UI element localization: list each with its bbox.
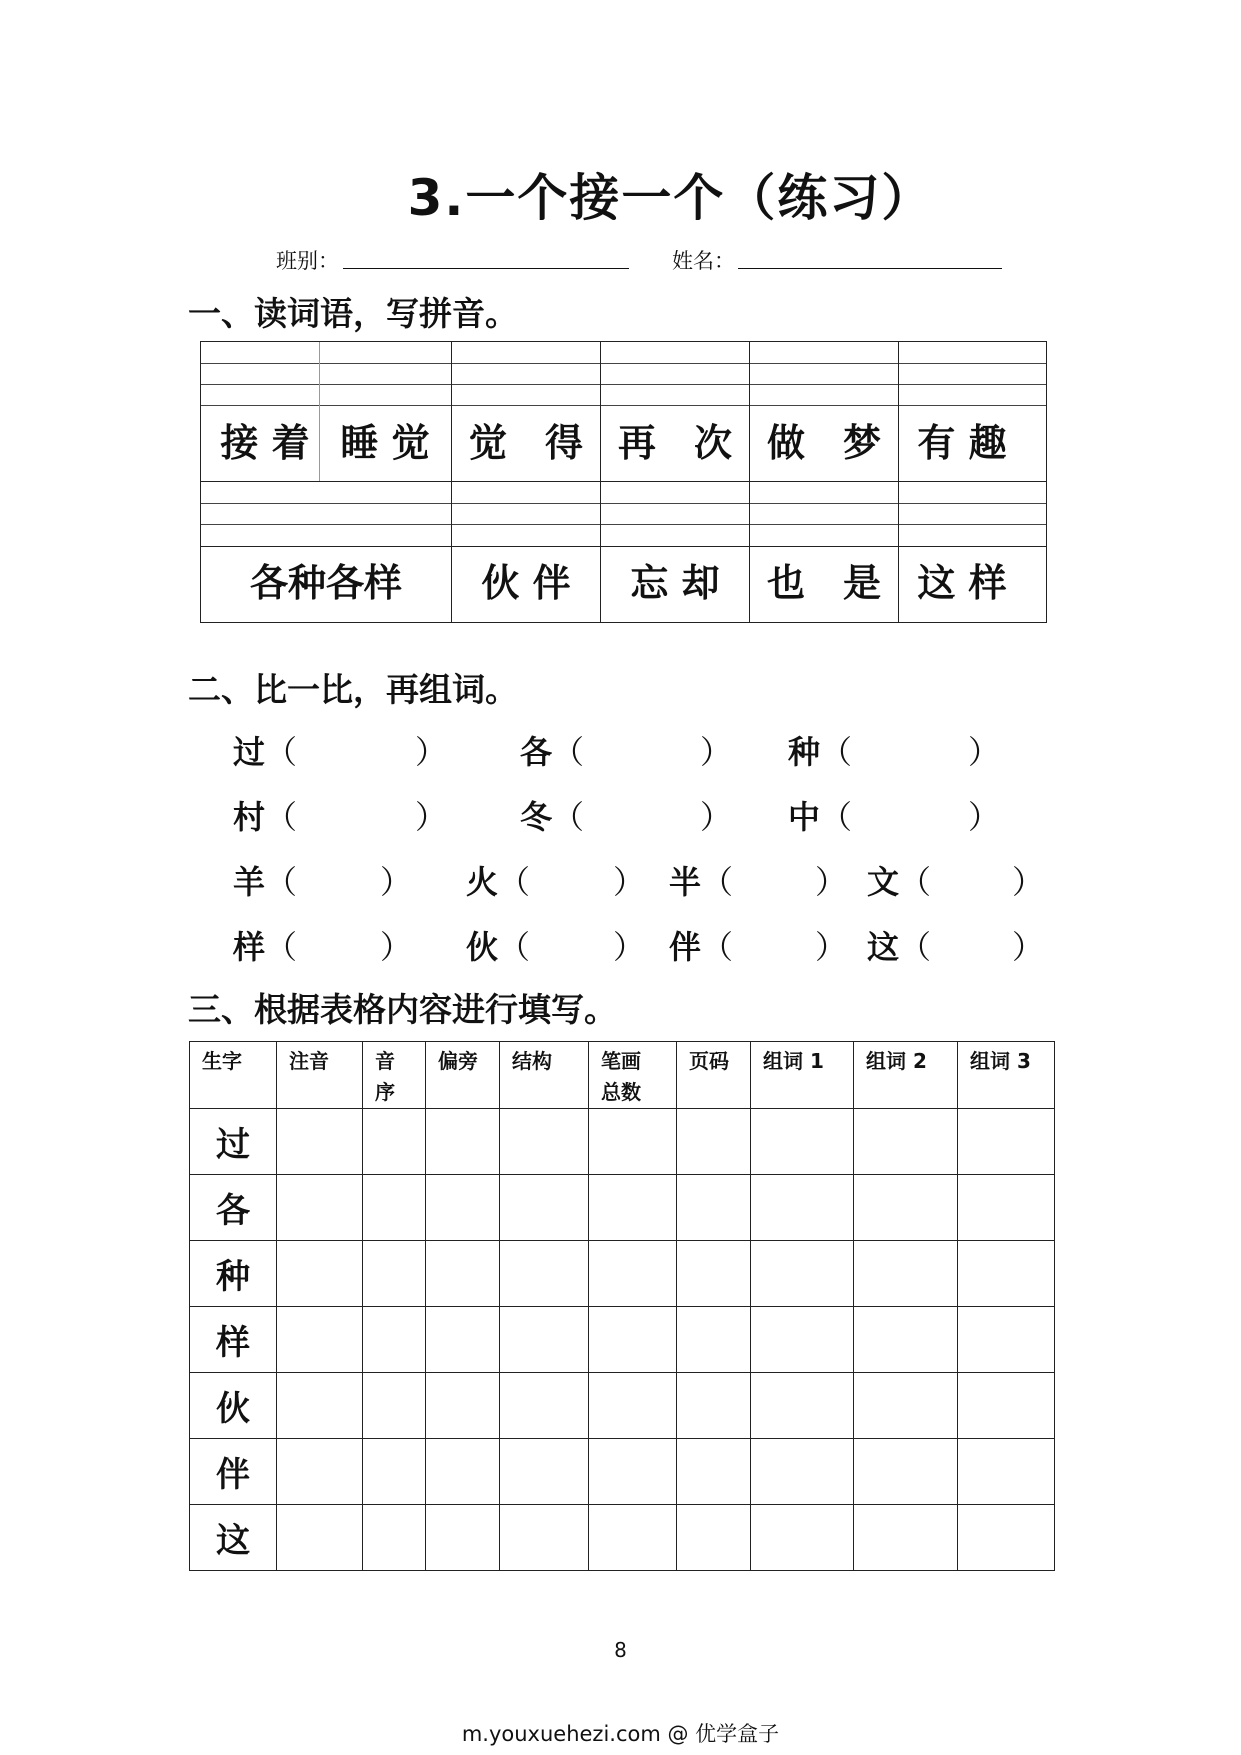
blank-cell[interactable] bbox=[363, 1241, 426, 1307]
char-cell: 过 bbox=[190, 1109, 277, 1175]
blank-cell[interactable] bbox=[426, 1307, 500, 1373]
table-header: 音 序 bbox=[363, 1042, 426, 1109]
blank-cell[interactable] bbox=[363, 1175, 426, 1241]
table-header: 偏旁 bbox=[426, 1042, 500, 1109]
section1-heading: 一、读词语，写拼音。 bbox=[188, 294, 518, 333]
blank-cell[interactable] bbox=[500, 1505, 589, 1571]
blank-cell[interactable] bbox=[854, 1505, 958, 1571]
blank-cell[interactable] bbox=[589, 1505, 677, 1571]
close-paren: ） bbox=[380, 863, 413, 901]
close-paren: ） bbox=[613, 928, 646, 966]
blank-cell[interactable] bbox=[277, 1241, 363, 1307]
blank-cell[interactable] bbox=[854, 1241, 958, 1307]
table-header: 结构 bbox=[500, 1042, 589, 1109]
char-cell: 种 bbox=[190, 1241, 277, 1307]
blank-cell[interactable] bbox=[500, 1241, 589, 1307]
character-table bbox=[189, 1041, 1055, 1571]
table-header: 组词 3 bbox=[958, 1042, 1055, 1109]
blank-cell[interactable] bbox=[751, 1373, 854, 1439]
blank-cell[interactable] bbox=[854, 1307, 958, 1373]
close-paren: ） bbox=[968, 798, 1001, 836]
blank-cell[interactable] bbox=[363, 1373, 426, 1439]
word-cell: 做 梦 bbox=[766, 421, 881, 465]
name-label: 姓名： bbox=[672, 249, 735, 273]
compare-item[interactable]: 文（ bbox=[867, 863, 932, 901]
blank-cell[interactable] bbox=[751, 1307, 854, 1373]
blank-cell[interactable] bbox=[500, 1175, 589, 1241]
blank-cell[interactable] bbox=[426, 1505, 500, 1571]
blank-cell[interactable] bbox=[677, 1505, 751, 1571]
blank-cell[interactable] bbox=[589, 1307, 677, 1373]
char-cell: 各 bbox=[190, 1175, 277, 1241]
word-cell: 有 趣 bbox=[917, 421, 1007, 465]
compare-item[interactable]: 种（ bbox=[788, 733, 853, 771]
blank-cell[interactable] bbox=[363, 1109, 426, 1175]
table-header: 组词 2 bbox=[854, 1042, 958, 1109]
compare-item[interactable]: 过（ bbox=[233, 733, 298, 771]
blank-cell[interactable] bbox=[958, 1241, 1055, 1307]
word-cell: 伙 伴 bbox=[481, 561, 571, 605]
blank-cell[interactable] bbox=[277, 1505, 363, 1571]
compare-item[interactable]: 冬（ bbox=[520, 798, 585, 836]
blank-cell[interactable] bbox=[958, 1175, 1055, 1241]
footer-text: m.youxuehezi.com @ 优学盒子 bbox=[461, 1722, 780, 1746]
blank-cell[interactable] bbox=[589, 1241, 677, 1307]
blank-cell[interactable] bbox=[677, 1109, 751, 1175]
table-header: 注音 bbox=[277, 1042, 363, 1109]
char-cell: 伴 bbox=[190, 1439, 277, 1505]
blank-cell[interactable] bbox=[751, 1175, 854, 1241]
blank-cell[interactable] bbox=[589, 1439, 677, 1505]
blank-cell[interactable] bbox=[677, 1241, 751, 1307]
blank-cell[interactable] bbox=[958, 1307, 1055, 1373]
table-row bbox=[190, 1439, 1055, 1505]
blank-cell[interactable] bbox=[277, 1307, 363, 1373]
blank-cell[interactable] bbox=[500, 1109, 589, 1175]
blank-cell[interactable] bbox=[854, 1439, 958, 1505]
word-cell: 忘 却 bbox=[630, 561, 720, 605]
close-paren: ） bbox=[700, 733, 733, 771]
blank-cell[interactable] bbox=[958, 1109, 1055, 1175]
blank-cell[interactable] bbox=[854, 1373, 958, 1439]
compare-item[interactable]: 各（ bbox=[520, 733, 585, 771]
char-cell: 这 bbox=[190, 1505, 277, 1571]
section2-heading: 二、比一比，再组词。 bbox=[188, 670, 518, 709]
blank-cell[interactable] bbox=[958, 1373, 1055, 1439]
table-header: 生字 bbox=[190, 1042, 277, 1109]
close-paren: ） bbox=[415, 798, 448, 836]
blank-cell[interactable] bbox=[426, 1175, 500, 1241]
blank-cell[interactable] bbox=[677, 1439, 751, 1505]
table-header-row bbox=[190, 1042, 1055, 1109]
word-cell: 这 样 bbox=[917, 561, 1007, 605]
class-field[interactable] bbox=[343, 268, 629, 269]
blank-cell[interactable] bbox=[751, 1109, 854, 1175]
table-row bbox=[190, 1373, 1055, 1439]
close-paren: ） bbox=[815, 928, 848, 966]
table-header: 组词 1 bbox=[751, 1042, 854, 1109]
blank-cell[interactable] bbox=[677, 1373, 751, 1439]
blank-cell[interactable] bbox=[277, 1439, 363, 1505]
char-cell: 样 bbox=[190, 1307, 277, 1373]
blank-cell[interactable] bbox=[958, 1505, 1055, 1571]
close-paren: ） bbox=[415, 733, 448, 771]
table-header: 页码 bbox=[677, 1042, 751, 1109]
compare-item[interactable]: 样（ bbox=[233, 928, 298, 966]
blank-cell[interactable] bbox=[426, 1373, 500, 1439]
table-header: 笔画 总数 bbox=[589, 1042, 677, 1109]
blank-cell[interactable] bbox=[589, 1175, 677, 1241]
blank-cell[interactable] bbox=[426, 1109, 500, 1175]
blank-cell[interactable] bbox=[677, 1175, 751, 1241]
blank-cell[interactable] bbox=[363, 1439, 426, 1505]
section3-heading: 三、根据表格内容进行填写。 bbox=[188, 990, 617, 1029]
blank-cell[interactable] bbox=[426, 1241, 500, 1307]
compare-item[interactable]: 火（ bbox=[466, 863, 531, 901]
blank-cell[interactable] bbox=[854, 1109, 958, 1175]
close-paren: ） bbox=[968, 733, 1001, 771]
table-row bbox=[190, 1109, 1055, 1175]
page-title: 3.一个接一个（练习） bbox=[407, 169, 934, 227]
table-row bbox=[190, 1505, 1055, 1571]
close-paren: ） bbox=[1012, 863, 1045, 901]
word-cell: 睡 觉 bbox=[340, 421, 430, 465]
blank-cell[interactable] bbox=[589, 1109, 677, 1175]
blank-cell[interactable] bbox=[500, 1307, 589, 1373]
blank-cell[interactable] bbox=[426, 1439, 500, 1505]
word-cell: 各种各样 bbox=[249, 561, 402, 605]
word-cell: 接 着 bbox=[220, 421, 310, 465]
name-field[interactable] bbox=[738, 268, 1002, 269]
blank-cell[interactable] bbox=[751, 1241, 854, 1307]
compare-item[interactable]: 这（ bbox=[867, 928, 932, 966]
blank-cell[interactable] bbox=[277, 1373, 363, 1439]
blank-cell[interactable] bbox=[500, 1373, 589, 1439]
compare-item[interactable]: 村（ bbox=[233, 798, 298, 836]
blank-cell[interactable] bbox=[277, 1109, 363, 1175]
blank-cell[interactable] bbox=[363, 1307, 426, 1373]
char-cell: 伙 bbox=[190, 1373, 277, 1439]
page-number: 8 bbox=[614, 1638, 627, 1662]
close-paren: ） bbox=[380, 928, 413, 966]
compare-item[interactable]: 中（ bbox=[788, 798, 853, 836]
close-paren: ） bbox=[613, 863, 646, 901]
compare-item[interactable]: 半（ bbox=[669, 863, 734, 901]
word-cell: 也 是 bbox=[766, 561, 881, 605]
word-cell: 觉 得 bbox=[468, 421, 583, 465]
blank-cell[interactable] bbox=[751, 1439, 854, 1505]
close-paren: ） bbox=[1012, 928, 1045, 966]
word-cell: 再 次 bbox=[617, 421, 732, 465]
close-paren: ） bbox=[815, 863, 848, 901]
class-label: 班别： bbox=[276, 249, 339, 273]
table-row bbox=[190, 1241, 1055, 1307]
table-row bbox=[190, 1307, 1055, 1373]
blank-cell[interactable] bbox=[854, 1175, 958, 1241]
blank-cell[interactable] bbox=[277, 1175, 363, 1241]
blank-cell[interactable] bbox=[751, 1505, 854, 1571]
pinyin-table bbox=[200, 341, 1047, 623]
close-paren: ） bbox=[700, 798, 733, 836]
compare-item[interactable]: 羊（ bbox=[233, 863, 298, 901]
blank-cell[interactable] bbox=[677, 1307, 751, 1373]
table-row bbox=[190, 1175, 1055, 1241]
blank-cell[interactable] bbox=[363, 1505, 426, 1571]
blank-cell[interactable] bbox=[500, 1439, 589, 1505]
blank-cell[interactable] bbox=[958, 1439, 1055, 1505]
compare-item[interactable]: 伴（ bbox=[669, 928, 734, 966]
compare-item[interactable]: 伙（ bbox=[466, 928, 531, 966]
blank-cell[interactable] bbox=[589, 1373, 677, 1439]
